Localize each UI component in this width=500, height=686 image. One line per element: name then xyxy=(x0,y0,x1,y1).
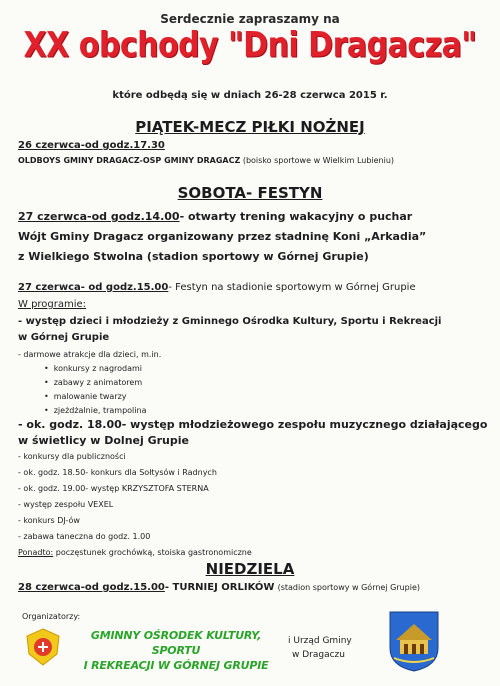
organizers-label: Organizatorzy: xyxy=(22,612,81,621)
sunday-event: - TURNIEJ ORLIKÓW xyxy=(164,582,275,593)
program-line-2: w Górnej Grupie xyxy=(18,332,110,343)
friday-venue: (boisko sportowe w Wielkim Lubieniu) xyxy=(242,156,395,165)
attraction-item: • malowanie twarzy xyxy=(44,392,490,401)
program-item: - ok. godz. 18.50- konkurs dla Sołtysów i Radnych xyxy=(18,468,217,477)
program-line-1: - występ dzieci i młodzieży z Gminnego Ośrodka Kultury, Sportu i Rekreacji xyxy=(18,316,442,327)
friday-match: OLDBOYS GMINY DRAGACZ-OSP GMINY DRAGACZ xyxy=(18,156,241,165)
program-item: - zabawa taneczna do godz. 1.00 xyxy=(18,532,151,541)
training-line-1 xyxy=(18,210,490,223)
extras-line xyxy=(18,548,490,557)
youth-band-line-2: w świetlicy w Dolnej Grupie xyxy=(18,434,189,447)
festyn-text: - Festyn na stadionie sportowym w Górnej Grupie xyxy=(168,282,416,293)
friday-time: 26 czerwca-od godz.17.30 xyxy=(18,140,165,151)
program-item: - konkursy dla publiczności xyxy=(18,452,126,461)
sunday-heading: NIEDZIELA xyxy=(205,560,295,578)
attraction-item: • zjeżdżalnie, trampolina xyxy=(44,406,490,415)
extras-label: Ponadto: xyxy=(18,548,54,557)
sunday-venue: (stadion sportowy w Górnej Grupie) xyxy=(277,583,420,592)
invite-line: Serdecznie zapraszamy na xyxy=(160,12,340,26)
attraction-item: • zabawy z animatorem xyxy=(44,378,490,387)
gok-name-line-2: I REKREACJI W GÓRNEJ GRUPIE xyxy=(83,659,269,672)
program-item: - ok. godz. 19.00- występ KRZYSZTOFA STERNA xyxy=(18,484,209,493)
training-time: 27 czerwca-od godz.14.00 xyxy=(18,210,180,223)
training-line-2: Wójt Gminy Dragacz organizowany przez stadninę Koni „Arkadia” xyxy=(18,230,427,243)
youth-band-line-1: - ok. godz. 18.00- występ młodzieżowego zespołu muzycznego działającego xyxy=(18,418,488,431)
program-item: - konkurs DJ-ów xyxy=(18,516,80,525)
municipality-name xyxy=(288,634,352,662)
attraction-item: • konkursy z nagrodami xyxy=(44,364,490,373)
sunday-line xyxy=(18,582,490,593)
festyn-time: 27 czerwca- od godz.15.00 xyxy=(18,282,169,293)
friday-match-line xyxy=(18,156,490,165)
extras-text: poczęstunek grochówką, stoiska gastronomiczne xyxy=(53,548,252,557)
municipality-line-2: w Dragaczu xyxy=(292,650,345,660)
gok-logo xyxy=(26,628,60,666)
attractions-intro: - darmowe atrakcje dla dzieci, m.in. xyxy=(18,350,162,359)
program-label: W programie: xyxy=(18,299,87,310)
training-line-3: z Wielkiego Stwolna (stadion sportowy w Górnej Grupie) xyxy=(18,250,369,263)
sunday-time: 28 czerwca-od godz.15.00 xyxy=(18,582,165,593)
event-dates: które odbędą się w dniach 26-28 czerwca 2015 r. xyxy=(112,90,388,101)
friday-heading: PIĄTEK-MECZ PIŁKI NOŻNEJ xyxy=(135,118,365,136)
municipality-line-1: i Urząd Gminy xyxy=(288,636,352,646)
program-item: - występ zespołu VEXEL xyxy=(18,500,114,509)
training-text: - otwarty trening wakacyjny o puchar xyxy=(179,210,413,223)
festyn-line xyxy=(18,282,490,293)
gok-name xyxy=(66,628,286,673)
dragacz-coat-of-arms xyxy=(388,610,440,672)
saturday-heading: SOBOTA- FESTYN xyxy=(177,184,323,202)
event-title: XX obchody "Dni Dragacza" xyxy=(23,25,477,66)
gok-name-line-1: GMINNY OŚRODEK KULTURY, SPORTU xyxy=(90,629,262,657)
